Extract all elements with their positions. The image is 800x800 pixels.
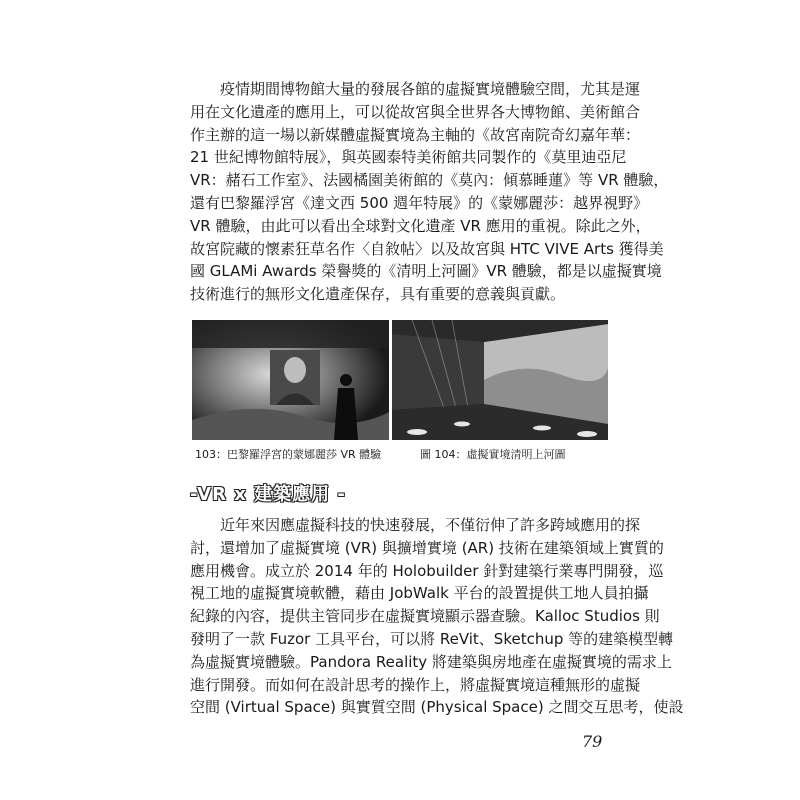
mona-lisa-vr-photo	[192, 320, 389, 440]
text-line: VR：赭石工作室》、法國橘園美術館的《莫內：傾慕睡蓮》等 VR 體驗，	[190, 171, 669, 190]
qingming-vr-photo	[392, 320, 608, 440]
text-line: 用在文化遺產的應用上，可以從故宮與全世界各大博物館、美術館合	[190, 102, 641, 121]
text-line: 故宮院藏的懷素狂草名作〈自敘帖〉以及故宮與 HTC VIVE Arts 獲得美	[190, 239, 664, 258]
text-line: 討，還增加了虛擬實境 (VR) 與擴增實境 (AR) 技術在建築領域上實質的	[190, 538, 664, 557]
text-line: 近年來因應虛擬科技的快速發展，不僅衍伸了許多跨域應用的探	[190, 516, 641, 534]
figure-103-caption: 103：巴黎羅浮宮的蒙娜麗莎 VR 體驗	[195, 448, 382, 461]
text-line: 技術進行的無形文化遺產保存，具有重要的意義與貢獻。	[190, 285, 566, 304]
figure-104-photo	[392, 320, 608, 440]
text-line: 21 世紀博物館特展》，與英國泰特美術館共同製作的《莫里迪亞尼	[190, 148, 627, 167]
text-line: 作主辦的這一場以新媒體虛擬實境為主軸的《故宮南院奇幻嘉年華：	[190, 125, 641, 144]
text-line: 紀錄的內容，提供主管同步在虛擬實境顯示器查驗。Kalloc Studios 則	[190, 607, 660, 626]
text-line: 視工地的虛擬實境軟體，藉由 JobWalk 平台的設置提供工地人員拍攝	[190, 584, 649, 603]
text-line: 應用機會。成立於 2014 年的 Holobuilder 針對建築行業專門開發，巡	[190, 561, 664, 580]
body-paragraph-2	[190, 514, 684, 719]
text-line: 疫情期間博物館大量的發展各館的虛擬實境體驗空間，尤其是運	[190, 80, 641, 98]
figure-104-caption: 圖 104：虛擬實境清明上河圖	[420, 448, 566, 461]
body-paragraph-1	[190, 78, 669, 306]
page-number: 79	[582, 732, 603, 751]
section-heading: -VR x 建築應用 -	[190, 484, 346, 505]
text-line: 發明了一款 Fuzor 工具平台，可以將 ReVit、Sketchup 等的建築模型轉	[190, 629, 674, 648]
figure-103-photo	[192, 320, 389, 440]
text-line: 空間 (Virtual Space) 與實質空間 (Physical Space) 之間交互思考，使設	[190, 698, 684, 717]
text-line: 進行開發。而如何在設計思考的操作上，將虛擬實境這種無形的虛擬	[190, 675, 641, 694]
text-line: VR 體驗，由此可以看出全球對文化遺產 VR 應用的重視。除此之外，	[190, 216, 651, 235]
text-line: 為虛擬實境體驗。Pandora Reality 將建築與房地產在虛擬實境的需求上	[190, 652, 672, 671]
text-line: 國 GLAMi Awards 榮譽獎的《清明上河圖》VR 體驗，都是以虛擬實境	[190, 262, 662, 281]
text-line: 還有巴黎羅浮宮《達文西 500 週年特展》的《蒙娜麗莎：越界視野》	[190, 193, 649, 212]
